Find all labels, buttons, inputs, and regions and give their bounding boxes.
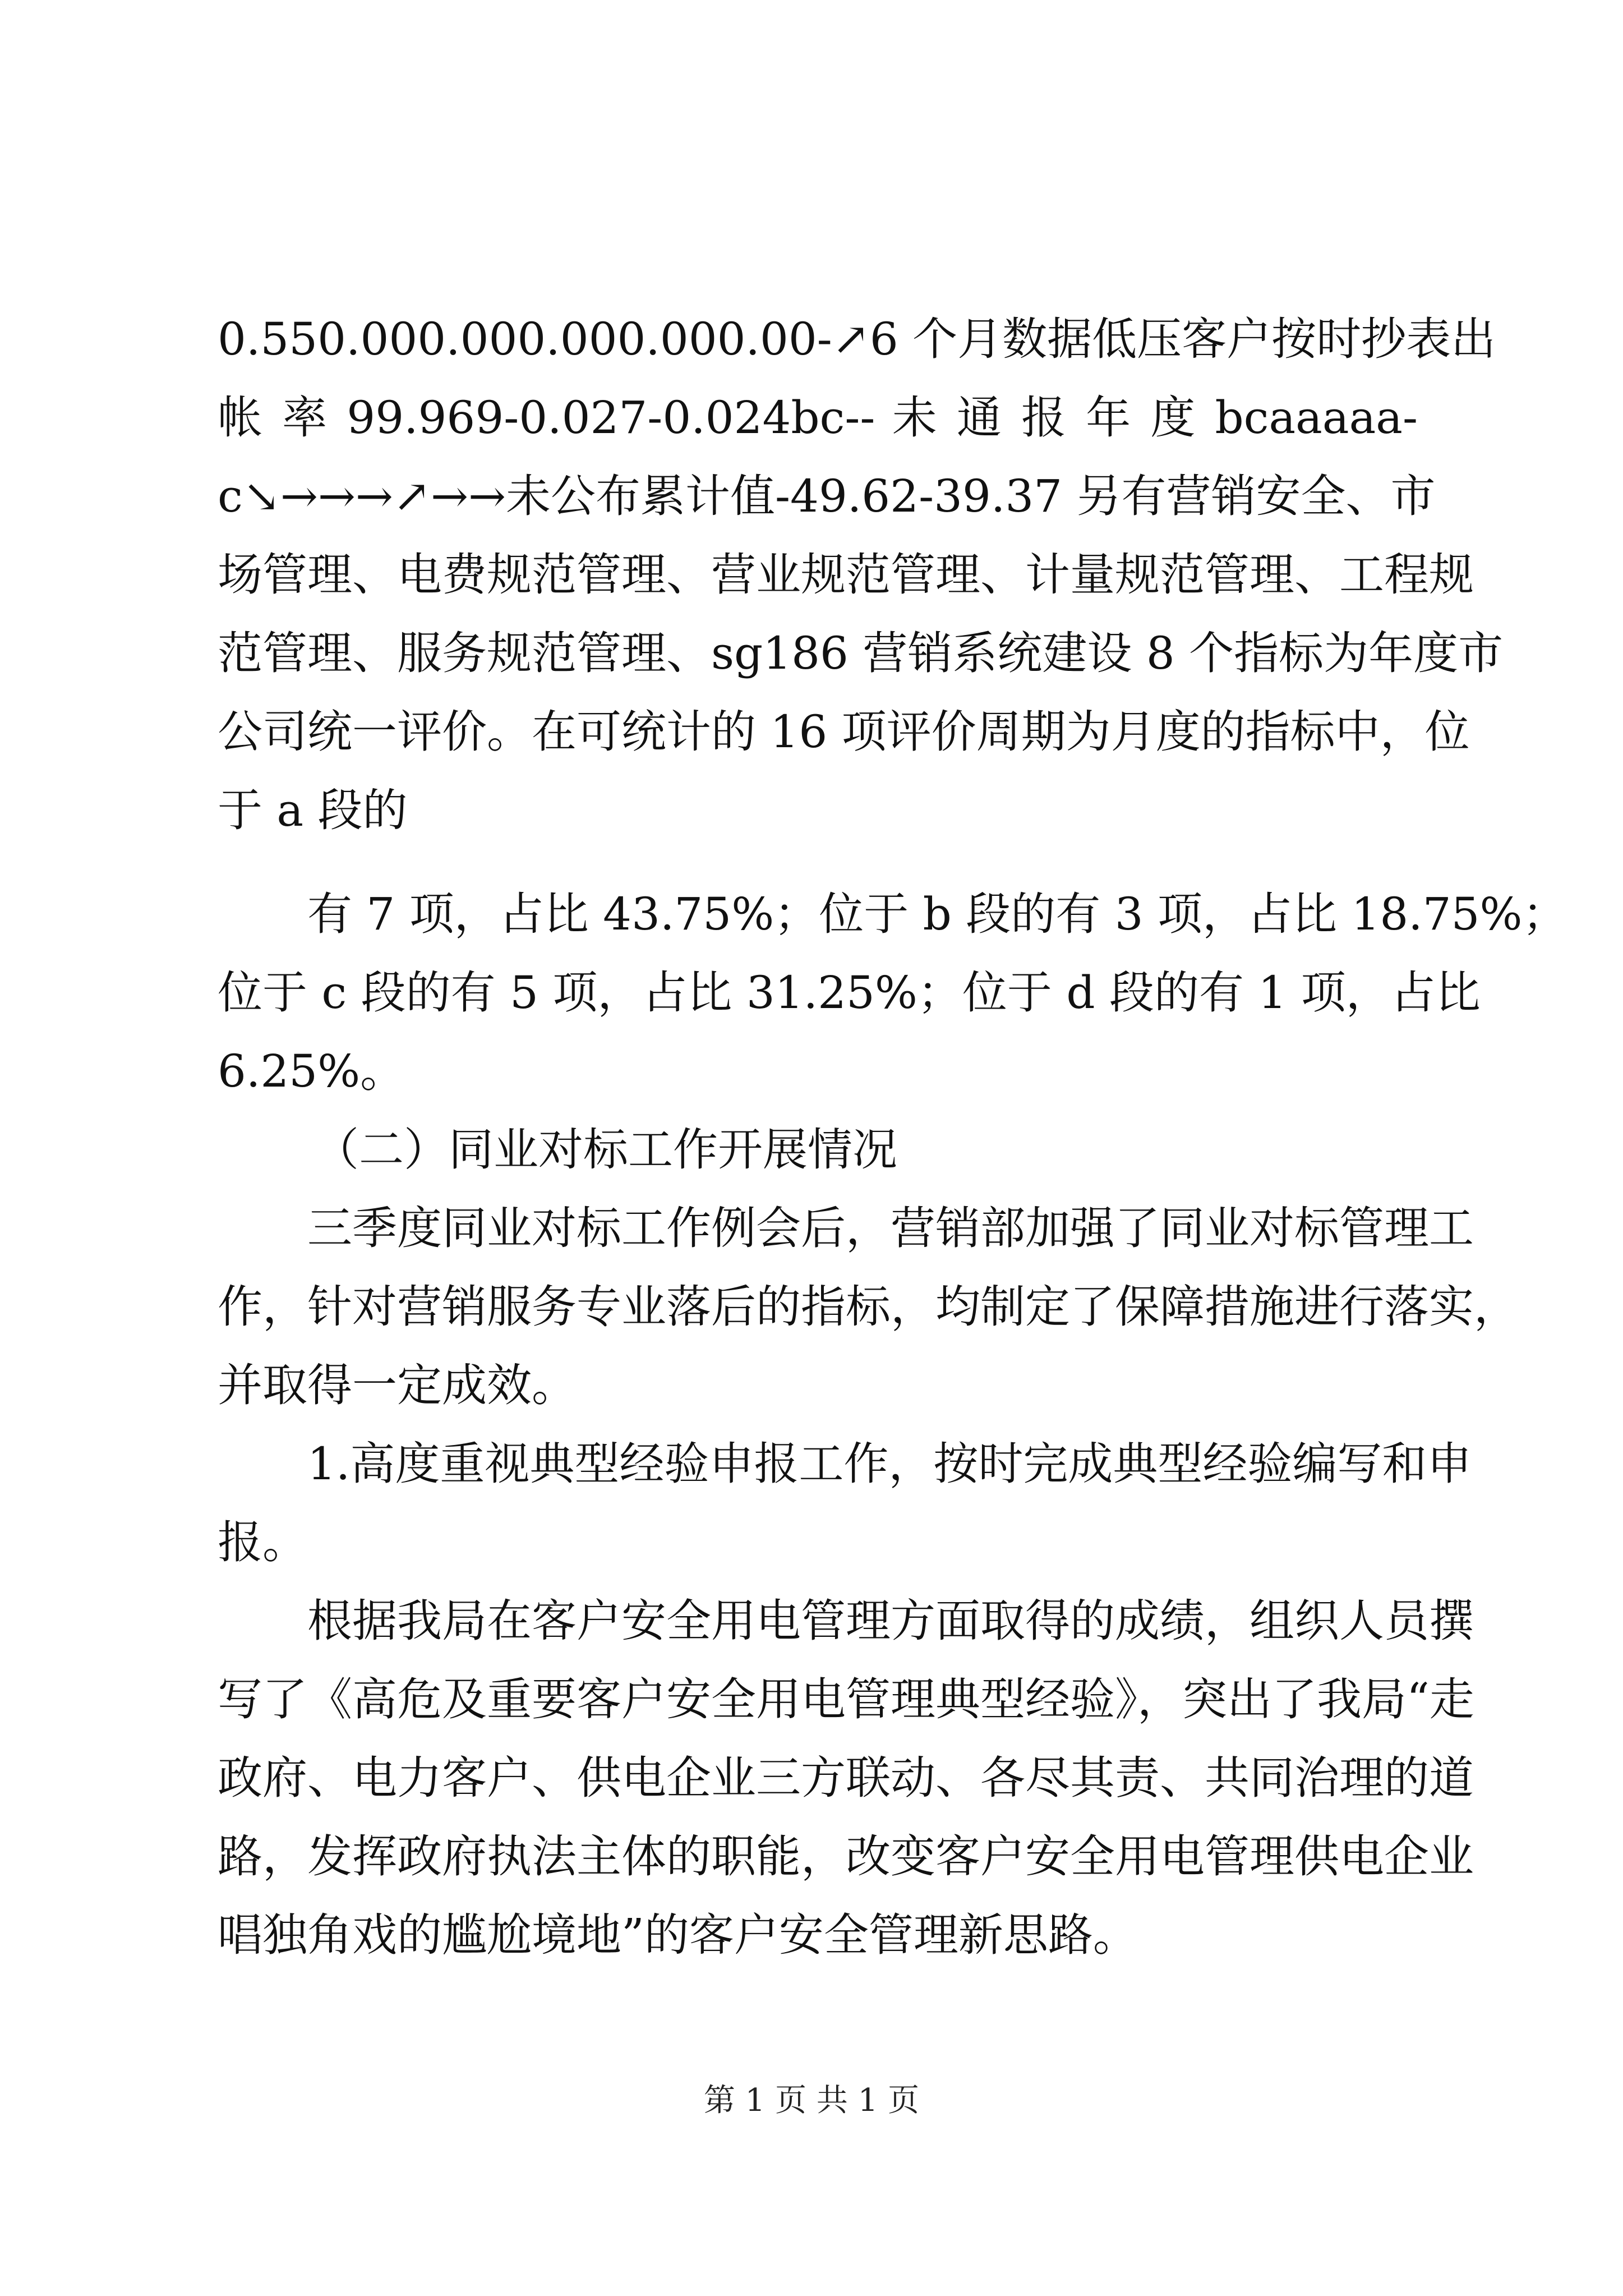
text-line: 并取得一定成效。 [218,1359,577,1411]
numbered-item: 1.高度重视典型经验申报工作，按时完成典型经验编写和申 [307,1438,1472,1490]
text-line: 场管理、电费规范管理、营业规范管理、计量规范管理、工程规 [218,549,1474,601]
text-line: 于 a 段的 [218,784,408,836]
text-line: 6.25%。 [218,1045,405,1097]
text-line: 路，发挥政府执法主体的职能，改变客户安全用电管理供电企业 [218,1830,1474,1883]
text-line: 唱独角戏的尴尬境地”的客户安全管理新思路。 [218,1909,1138,1961]
page-footer: 第 1 页 共 1 页 [703,2082,920,2119]
text-line: 帐 率 99.969-0.027-0.024bc-- 未 通 报 年 度 bcaaaaa- [218,392,1418,444]
text-line: 三季度同业对标工作例会后，营销部加强了同业对标管理工 [307,1202,1474,1254]
text-line: 作，针对营销服务专业落后的指标，均制定了保障措施进行落实， [218,1281,1519,1333]
text-line: 位于 c 段的有 5 项，占比 31.25%；位于 d 段的有 1 项，占比 [218,967,1481,1019]
text-line: 公司统一评价。在可统计的 16 项评价周期为月度的指标中，位 [218,706,1470,758]
text-line: 写了《高危及重要客户安全用电管理典型经验》，突出了我局“走 [218,1673,1474,1726]
text-line: 根据我局在客户安全用电管理方面取得的成绩，组织人员撰 [307,1595,1474,1647]
text-line: 范管理、服务规范管理、sg186 营销系统建设 8 个指标为年度市 [218,627,1504,679]
text-line: 有 7 项，占比 43.75%；位于 b 段的有 3 项，占比 18.75%； [307,888,1567,940]
text-line: 0.550.000.000.000.000.00-↗6 个月数据低压客户按时抄表出 [218,313,1496,365]
text-line: 报。 [218,1516,307,1568]
text-line: c↘→→→↗→→未公布累计值-49.62-39.37 另有营销安全、市 [218,470,1436,522]
text-line: 政府、电力客户、供电企业三方联动、各尽其责、共同治理的道 [218,1752,1474,1804]
section-heading: （二）同业对标工作开展情况 [314,1124,897,1176]
